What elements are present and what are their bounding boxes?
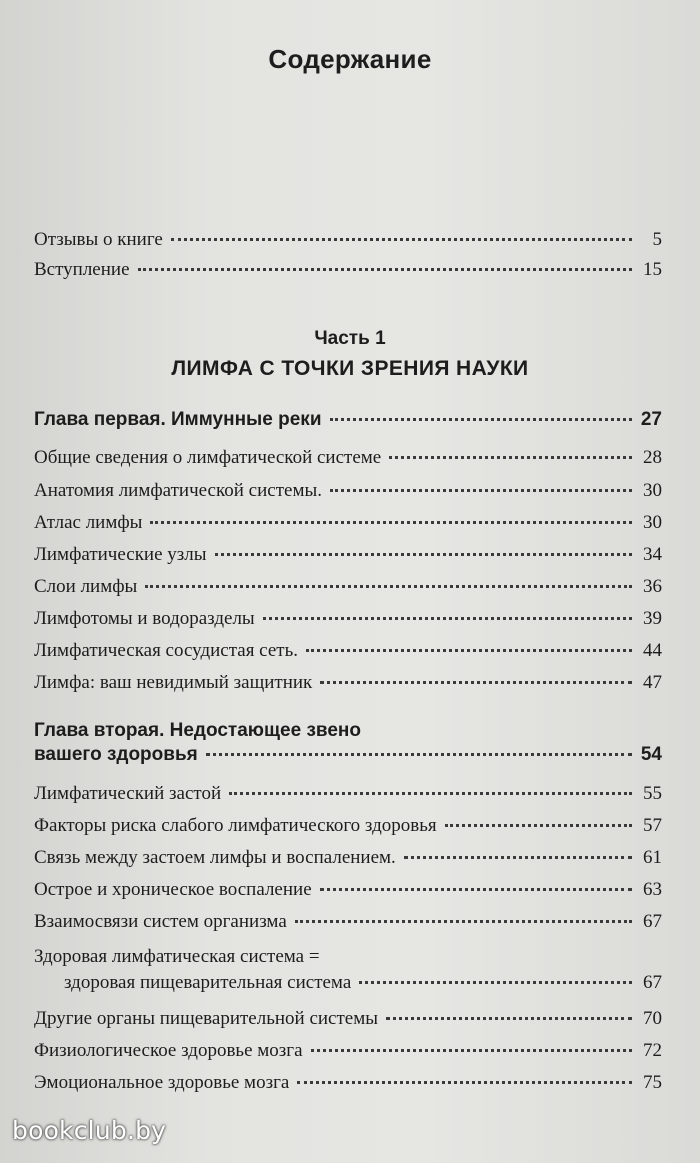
entry-page: 44: [643, 640, 662, 661]
entry-title: Взаимосвязи систем организма: [34, 911, 287, 932]
chapter-page: 27: [640, 409, 662, 430]
toc-entry[interactable]: [34, 229, 662, 257]
chapter-title-line1[interactable]: Глава вторая. Недостающее звено: [34, 720, 361, 741]
entry-title: Лимфатический застой: [34, 783, 222, 804]
dot-leader: [150, 521, 632, 524]
dot-leader: [295, 920, 632, 923]
toc-entry[interactable]: [34, 512, 662, 540]
dot-leader: [389, 456, 632, 459]
entry-title: Лимфотомы и водоразделы: [34, 608, 255, 629]
dot-leader: [386, 1017, 632, 1020]
dot-leader: [359, 981, 632, 984]
entry-title-line1[interactable]: Здоровая лимфатическая система =: [34, 946, 320, 967]
entry-page: 28: [643, 447, 662, 468]
entry-page: 63: [643, 879, 662, 900]
part-label: Часть 1: [314, 328, 386, 349]
dot-leader: [306, 649, 632, 652]
toc-entry[interactable]: [34, 879, 662, 907]
chapter-page: 54: [640, 744, 662, 765]
entry-title: Отзывы о книге: [34, 229, 163, 250]
toc-entry[interactable]: [34, 1008, 662, 1036]
entry-title: Лимфатические узлы: [34, 544, 207, 565]
entry-title: здоровая пищеварительная система: [64, 972, 352, 993]
toc-chapter[interactable]: [34, 744, 662, 772]
entry-page: 72: [643, 1040, 662, 1061]
dot-leader: [330, 489, 632, 492]
entry-page: 67: [643, 911, 662, 932]
entry-page: 34: [643, 544, 662, 565]
dot-leader: [404, 856, 632, 859]
toc-entry[interactable]: [34, 640, 662, 668]
entry-page: 55: [643, 783, 662, 804]
toc-entry[interactable]: [34, 815, 662, 843]
dot-leader: [229, 792, 632, 795]
dot-leader: [138, 268, 632, 271]
toc-entry[interactable]: [34, 1040, 662, 1068]
toc-entry[interactable]: [64, 972, 662, 1000]
dot-leader: [263, 617, 632, 620]
toc-entry[interactable]: [34, 480, 662, 508]
entry-title: Эмоциональное здоровье мозга: [34, 1072, 290, 1093]
part-title: ЛИМФА С ТОЧКИ ЗРЕНИЯ НАУКИ: [171, 357, 529, 380]
entry-page: 5: [652, 229, 662, 250]
entry-page: 57: [643, 815, 662, 836]
dot-leader: [215, 553, 632, 556]
dot-leader: [320, 888, 632, 891]
entry-page: 30: [643, 480, 662, 501]
dot-leader: [445, 824, 632, 827]
entry-title: Лимфатическая сосудистая сеть.: [34, 640, 298, 661]
entry-page: 39: [643, 608, 662, 629]
entry-title: Лимфа: ваш невидимый защитник: [34, 672, 313, 693]
entry-page: 15: [643, 259, 662, 280]
toc-entry[interactable]: [34, 847, 662, 875]
page-title: Содержание: [268, 44, 432, 74]
entry-title: Анатомия лимфатической системы.: [34, 480, 322, 501]
toc-entry[interactable]: [34, 447, 662, 475]
chapter-title: Глава первая. Иммунные реки: [34, 409, 322, 430]
entry-page: 30: [643, 512, 662, 533]
dot-leader: [145, 585, 632, 588]
dot-leader: [206, 753, 632, 756]
entry-page: 75: [643, 1072, 662, 1093]
entry-page: 67: [643, 972, 662, 993]
entry-page: 36: [643, 576, 662, 597]
dot-leader: [320, 681, 632, 684]
entry-title: Вступление: [34, 259, 130, 280]
dot-leader: [330, 418, 633, 421]
entry-title: Острое и хроническое воспаление: [34, 879, 312, 900]
toc-entry[interactable]: [34, 672, 662, 700]
entry-title: Слои лимфы: [34, 576, 138, 597]
entry-title: Связь между застоем лимфы и воспалением.: [34, 847, 396, 868]
toc-entry[interactable]: [34, 911, 662, 939]
entry-title: Другие органы пищеварительной системы: [34, 1008, 379, 1029]
entry-title: Общие сведения о лимфатической системе: [34, 447, 382, 468]
entry-title: Атлас лимфы: [34, 512, 143, 533]
entry-title: Физиологическое здоровье мозга: [34, 1040, 303, 1061]
dot-leader: [311, 1049, 632, 1052]
site-watermark: bookclub.by: [12, 1116, 167, 1145]
toc-entry[interactable]: [34, 576, 662, 604]
entry-title: Факторы риска слабого лимфатического здоровья: [34, 815, 437, 836]
dot-leader: [171, 238, 632, 241]
toc-chapter[interactable]: [34, 409, 662, 437]
entry-page: 70: [643, 1008, 662, 1029]
chapter-title: вашего здоровья: [34, 744, 198, 765]
toc-entry[interactable]: [34, 544, 662, 572]
toc-entry[interactable]: [34, 608, 662, 636]
toc-entry[interactable]: [34, 1072, 662, 1100]
dot-leader: [297, 1081, 632, 1084]
toc-entry[interactable]: [34, 783, 662, 811]
toc-entry[interactable]: [34, 259, 662, 287]
entry-page: 61: [643, 847, 662, 868]
entry-page: 47: [643, 672, 662, 693]
